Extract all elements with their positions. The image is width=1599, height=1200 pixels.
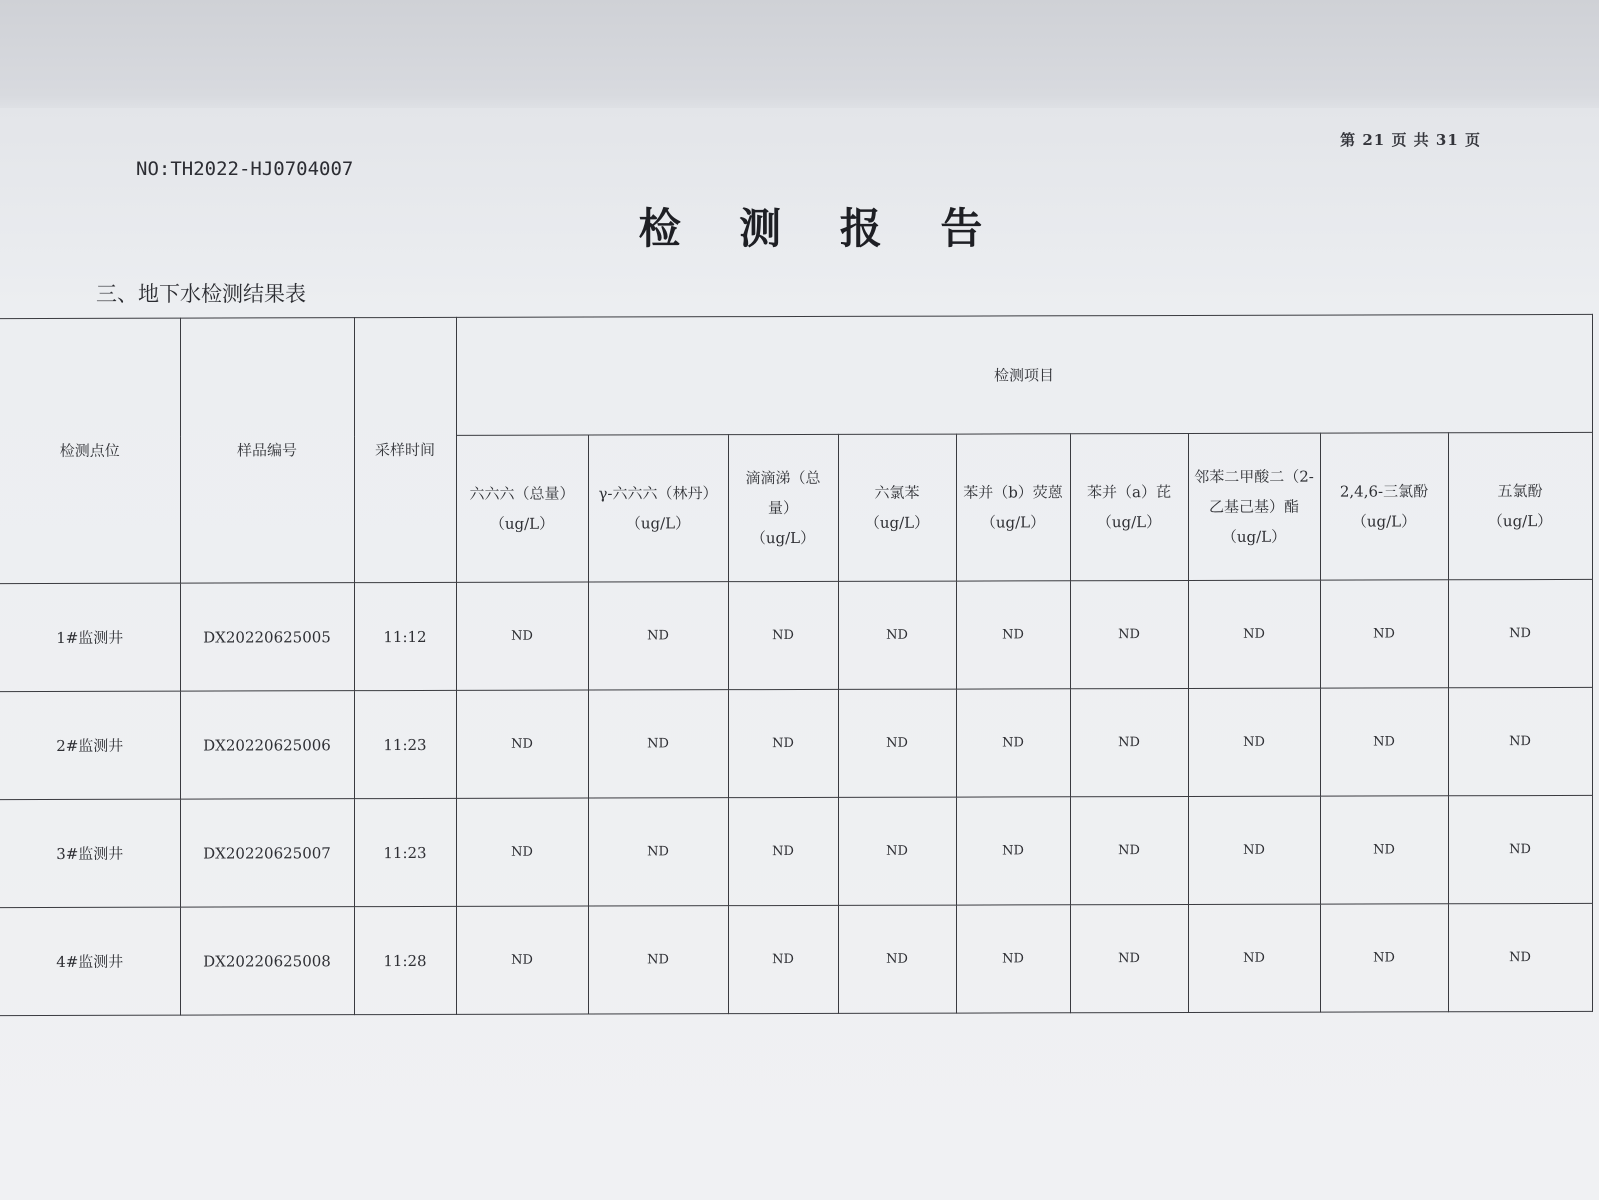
cell-sample-id: DX20220625008 bbox=[180, 907, 354, 1015]
cell-value: ND bbox=[1070, 905, 1188, 1013]
cell-value: ND bbox=[728, 582, 838, 690]
item-unit: （ug/L） bbox=[625, 514, 691, 533]
item-unit: （ug/L） bbox=[750, 529, 816, 548]
item-header bbox=[838, 434, 956, 581]
cell-value: ND bbox=[1448, 580, 1592, 688]
table-row bbox=[0, 796, 1592, 908]
cell-value: ND bbox=[1070, 581, 1188, 689]
report-number: NO:TH2022-HJ0704007 bbox=[136, 158, 354, 180]
item-header bbox=[1448, 433, 1592, 580]
cell-time: 11:28 bbox=[354, 906, 456, 1014]
cell-value: ND bbox=[838, 689, 956, 797]
item-header bbox=[456, 435, 588, 582]
item-unit: （ug/L） bbox=[1351, 512, 1417, 531]
cell-sample-id: DX20220625005 bbox=[180, 583, 354, 691]
report-title: 检 测 报 告 bbox=[638, 204, 1005, 253]
item-unit: （ug/L） bbox=[1096, 513, 1162, 532]
col-header-location: 检测点位 bbox=[0, 318, 180, 584]
item-header bbox=[956, 434, 1070, 581]
item-unit: （ug/L） bbox=[864, 513, 930, 533]
item-unit: （ug/L） bbox=[489, 514, 555, 534]
item-name: 邻苯二甲酸二（2-乙基己基）酯 bbox=[1194, 467, 1314, 517]
item-header bbox=[728, 435, 838, 582]
item-name: γ-六六六（林丹） bbox=[598, 484, 718, 503]
cell-value: ND bbox=[956, 905, 1070, 1013]
cell-value: ND bbox=[728, 690, 838, 798]
cell-value: ND bbox=[456, 582, 588, 690]
cell-location: 3#监测井 bbox=[0, 799, 180, 907]
cell-location: 4#监测井 bbox=[0, 907, 180, 1015]
cell-time: 11:12 bbox=[354, 583, 456, 691]
table-row bbox=[0, 903, 1592, 1015]
item-header bbox=[588, 435, 728, 582]
bleed-through-text bbox=[660, 60, 920, 110]
cell-value: ND bbox=[1320, 688, 1448, 796]
cell-value: ND bbox=[728, 905, 838, 1013]
cell-time: 11:23 bbox=[354, 798, 456, 906]
cell-value: ND bbox=[1448, 688, 1592, 796]
item-header bbox=[1188, 433, 1320, 580]
group-header-test-items: 检测项目 bbox=[456, 314, 1592, 435]
item-name: 苯并（a）芘 bbox=[1087, 483, 1171, 502]
cell-value: ND bbox=[838, 581, 956, 689]
cell-value: ND bbox=[1320, 904, 1448, 1012]
cell-value: ND bbox=[1188, 688, 1320, 796]
item-name: 滴滴涕（总量） bbox=[745, 469, 821, 518]
col-header-sampling-time: 采样时间 bbox=[354, 317, 456, 582]
item-name: 五氯酚 bbox=[1497, 482, 1543, 501]
cell-value: ND bbox=[1320, 796, 1448, 904]
cell-value: ND bbox=[956, 689, 1070, 797]
cell-value: ND bbox=[956, 797, 1070, 905]
section-heading: 三、地下水检测结果表 bbox=[96, 282, 306, 306]
cell-value: ND bbox=[1188, 580, 1320, 688]
cell-value: ND bbox=[588, 906, 728, 1014]
item-name: 2,4,6-三氯酚 bbox=[1339, 482, 1429, 501]
cell-value: ND bbox=[1070, 689, 1188, 797]
header-row-1 bbox=[0, 314, 1592, 436]
item-name: 六氯苯 bbox=[874, 483, 920, 503]
cell-value: ND bbox=[588, 582, 728, 690]
cell-value: ND bbox=[728, 797, 838, 905]
item-unit: （ug/L） bbox=[1487, 512, 1553, 531]
item-unit: （ug/L） bbox=[1221, 527, 1287, 547]
cell-value: ND bbox=[1320, 580, 1448, 688]
table-row bbox=[0, 580, 1592, 692]
results-table bbox=[0, 314, 1593, 1016]
cell-value: ND bbox=[1070, 797, 1188, 905]
cell-value: ND bbox=[1448, 796, 1592, 904]
cell-value: ND bbox=[838, 905, 956, 1013]
item-header bbox=[1070, 434, 1188, 581]
cell-value: ND bbox=[456, 798, 588, 906]
cell-value: ND bbox=[1448, 903, 1592, 1011]
cell-value: ND bbox=[1188, 904, 1320, 1012]
item-header bbox=[1320, 433, 1448, 580]
item-name: 苯并（b）荧蒽 bbox=[963, 483, 1063, 502]
cell-value: ND bbox=[838, 797, 956, 905]
cell-location: 2#监测井 bbox=[0, 691, 180, 799]
table-row bbox=[0, 688, 1592, 800]
page-indicator: 第 21 页 共 31 页 bbox=[1340, 131, 1481, 149]
col-header-sample-id: 样品编号 bbox=[180, 318, 354, 584]
cell-sample-id: DX20220625006 bbox=[180, 691, 354, 799]
cell-time: 11:23 bbox=[354, 691, 456, 799]
cell-value: ND bbox=[456, 690, 588, 798]
item-name: 六六六（总量） bbox=[469, 484, 575, 504]
cell-value: ND bbox=[1188, 796, 1320, 904]
cell-location: 1#监测井 bbox=[0, 583, 180, 691]
cell-sample-id: DX20220625007 bbox=[180, 799, 354, 907]
cell-value: ND bbox=[956, 581, 1070, 689]
cell-value: ND bbox=[588, 690, 728, 798]
cell-value: ND bbox=[588, 798, 728, 906]
item-unit: （ug/L） bbox=[980, 513, 1046, 532]
cell-value: ND bbox=[456, 906, 588, 1014]
